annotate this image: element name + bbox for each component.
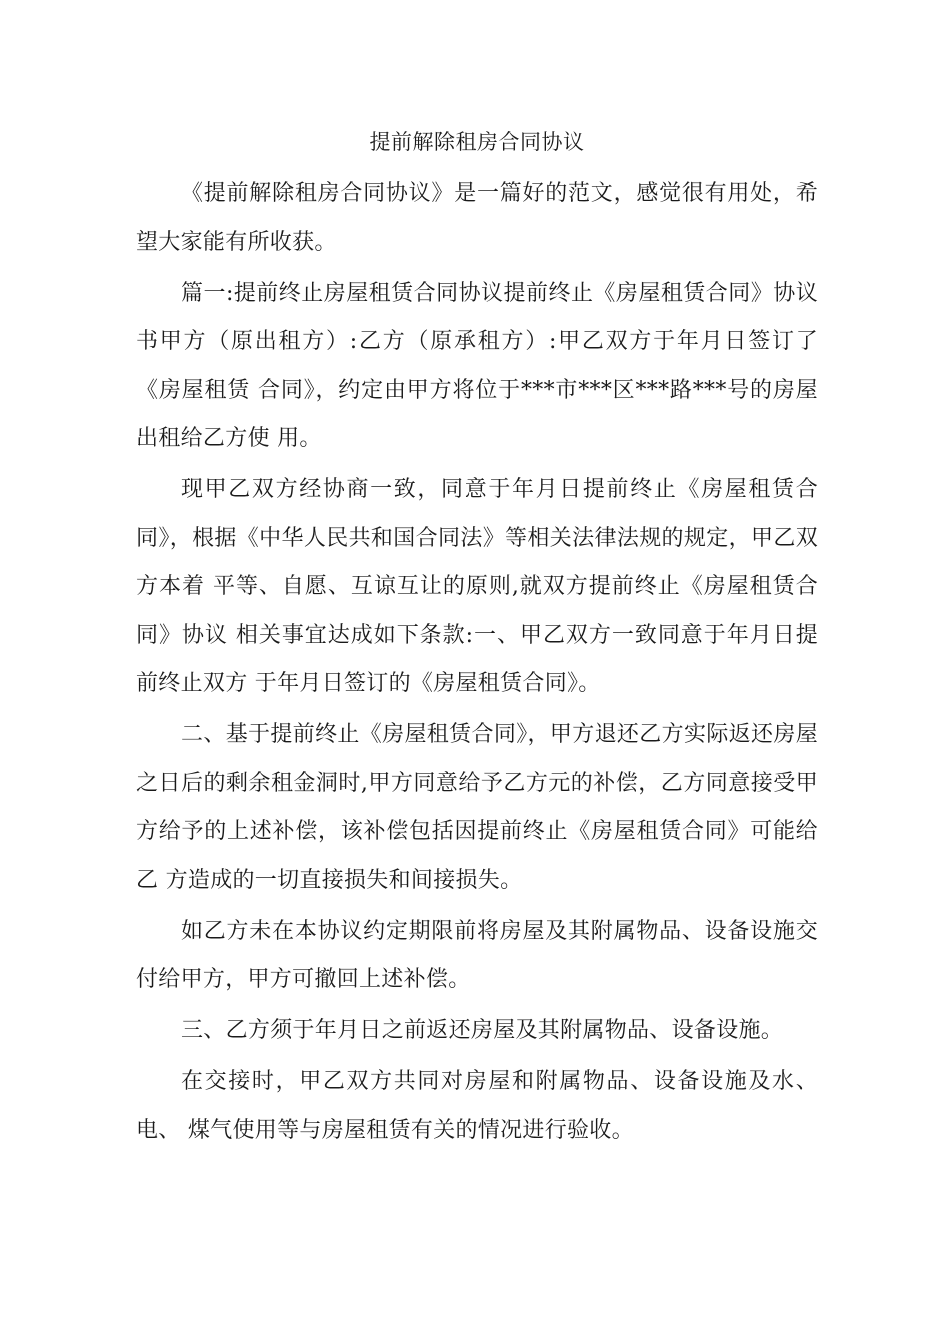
paragraph-part-one: 篇一:提前终止房屋租赁合同协议提前终止《房屋租赁合同》协议 书甲方（原出租方）:乙方（原承租方）:甲乙双方于年月日签订了《房屋租赁 合同》，约定由甲方将位于***市***区***路***号的房屋出租给乙方使 用。 bbox=[136, 280, 818, 451]
paragraph-agreement-basis: 现甲乙双方经协商一致，同意于年月日提前终止《房屋租赁合同》，根据《中华人民共和国合同法》等相关法律法规的规定，甲乙双方本着 平等、自愿、互谅互让的原则,就双方提前终止《房屋租赁合同》协议 相关事宜达成如下条款:一、甲乙双方一致同意于年月日提前终止双方 于年月日签订的《房屋租赁合同》。 bbox=[136, 477, 818, 696]
paragraph-clause-three: 三、乙方须于年月日之前返还房屋及其附属物品、设备设施。 bbox=[181, 1018, 784, 1043]
paragraph-handover: 在交接时，甲乙双方共同对房屋和附属物品、设备设施及水、电、 煤气使用等与房屋租赁有关的情况进行验收。 bbox=[136, 1069, 818, 1143]
paragraph-intro: 《提前解除租房合同协议》是一篇好的范文，感觉很有用处，希望大家能有所收获。 bbox=[136, 181, 818, 255]
paragraph-clause-two: 二、基于提前终止《房屋租赁合同》，甲方退还乙方实际返还房屋 之日后的剩余租金洞时,甲方同意给予乙方元的补偿，乙方同意接受甲 方给予的上述补偿，该补偿包括因提前终止《房屋租赁合同》可能给乙 方造成的一切直接损失和间接损失。 bbox=[136, 722, 818, 893]
document-title: 提前解除租房合同协议 bbox=[369, 130, 585, 154]
paragraph-compensation-revoke: 如乙方未在本协议约定期限前将房屋及其附属物品、设备设施交付给甲方，甲方可撤回上述补偿。 bbox=[136, 918, 818, 992]
document-body bbox=[136, 170, 818, 1158]
